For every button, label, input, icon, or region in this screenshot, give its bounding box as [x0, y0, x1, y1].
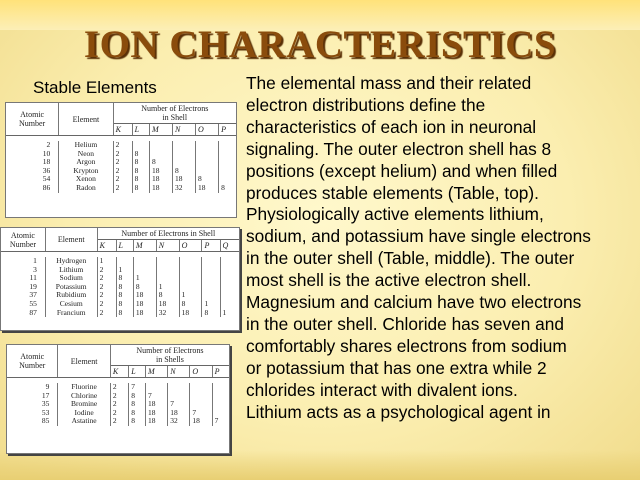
shell-header: L [129, 366, 146, 378]
electron-count-cell: 2 [110, 392, 128, 401]
atomic-number-cell: 53 [7, 409, 58, 418]
element-table [6, 103, 236, 193]
electron-count-cell [173, 141, 196, 150]
electron-count-cell [220, 283, 239, 292]
electron-count-cell [220, 266, 239, 275]
element-name-cell: Krypton [59, 167, 113, 176]
electron-count-cell: 8 [133, 283, 156, 292]
electron-count-cell [156, 266, 179, 275]
electron-count-cell [202, 274, 220, 283]
electron-count-cell: 1 [133, 274, 156, 283]
electron-count-cell [219, 158, 236, 167]
electron-count-cell [219, 141, 236, 150]
electron-count-cell: 1 [97, 257, 116, 266]
atomic-number-header [6, 103, 59, 136]
electron-count-cell: 18 [196, 184, 219, 193]
shell-header: N [168, 366, 190, 378]
element-name-cell: Sodium [45, 274, 97, 283]
electron-count-cell: 8 [221, 182, 225, 192]
electron-count-cell: 18 [146, 400, 168, 409]
electron-count-cell [202, 257, 220, 266]
shell-header: K [113, 124, 132, 136]
electron-count-cell [219, 167, 236, 176]
element-name-cell: Chlorine [58, 392, 110, 401]
electron-count-cell [196, 150, 219, 159]
element-name-cell: Francium [45, 309, 97, 318]
electron-count-cell: 8 [116, 300, 133, 309]
element-name-cell: Potassium [45, 283, 97, 292]
electron-count-cell: 2 [113, 167, 132, 176]
electron-count-cell [220, 257, 239, 266]
shell-header: O [179, 240, 202, 252]
atomic-number-cell: 3 [1, 266, 45, 275]
electron-count-cell: 1 [179, 291, 202, 300]
electron-count-cell: 8 [116, 283, 133, 292]
slide-title: ION CHARACTERISTICS [83, 23, 557, 66]
body-line: sodium, and potassium have single electrons [246, 226, 591, 247]
electron-count-cell: 2 [110, 400, 128, 409]
electron-count-cell: 8 [156, 291, 179, 300]
element-name-cell: Argon [59, 158, 113, 167]
atomic-number-cell: 19 [1, 283, 45, 292]
electron-count-cell: 2 [97, 274, 116, 283]
electron-count-cell: 8 [116, 309, 133, 318]
stable-elements-label: Stable Elements [33, 78, 157, 97]
shell-header: M [150, 124, 173, 136]
electron-count-cell [196, 158, 219, 167]
electron-count-cell: 8 [116, 291, 133, 300]
electron-count-cell [168, 383, 190, 392]
shell-header: P [212, 366, 229, 378]
electron-count-cell: 8 [132, 175, 149, 184]
element-name-cell: Rubidium [45, 291, 97, 300]
electron-count-cell: 8 [132, 158, 149, 167]
electron-count-cell [179, 274, 202, 283]
body-line: in the outer shell. Chloride has seven and [246, 313, 564, 334]
body-line: or potassium that has one extra while 2 [246, 357, 547, 378]
shell-header: P [219, 124, 236, 136]
electron-count-cell: 8 [179, 300, 202, 309]
electron-count-cell [219, 150, 236, 159]
body-line: chlorides interact with divalent ions. [246, 379, 518, 400]
atomic-number-header [1, 228, 45, 252]
alkali-metals-table [0, 227, 240, 331]
body-line: positions (except helium) and when filled [246, 160, 558, 181]
body-line: Lithium acts as a psychological agent in [246, 401, 551, 422]
stable-elements-table [5, 102, 237, 218]
electron-count-cell: 7 [168, 400, 190, 409]
electron-count-cell [156, 257, 179, 266]
electron-count-cell: 7 [129, 383, 146, 392]
electron-count-cell [150, 141, 173, 150]
body-line: Physiologically active elements lithium, [246, 204, 544, 225]
element-name-cell: Radon [59, 184, 113, 193]
header-text: Number [19, 361, 46, 370]
element-name-cell: Fluorine [58, 383, 110, 392]
electron-count-cell: 1 [222, 307, 227, 317]
electron-count-cell: 2 [97, 300, 116, 309]
electron-count-cell [179, 266, 202, 275]
table-row [1, 309, 239, 318]
electron-count-cell: 8 [132, 150, 149, 159]
element-name-cell: Hydrogen [45, 257, 97, 266]
electron-count-cell: 2 [113, 141, 132, 150]
header-text: Atomic [20, 110, 45, 119]
header-text: Number [19, 119, 46, 128]
atomic-number-cell: 36 [6, 167, 59, 176]
electron-count-cell: 18 [133, 300, 156, 309]
electron-count-cell: 32 [156, 309, 179, 318]
atomic-number-cell: 18 [6, 158, 59, 167]
electrons-header [113, 103, 236, 124]
shell-header: Q [220, 240, 239, 252]
shell-header: N [173, 124, 196, 136]
table-row [7, 383, 229, 392]
element-name-cell: Neon [59, 150, 113, 159]
electron-count-cell: 18 [146, 417, 168, 426]
atomic-number-cell: 55 [1, 300, 45, 309]
body-line: The elemental mass and their related [246, 73, 532, 93]
body-line: electron distributions define the [246, 94, 486, 115]
element-name-cell: Xenon [59, 175, 113, 184]
element-table [1, 228, 239, 317]
electron-count-cell: 18 [173, 175, 196, 184]
bottom-decorative-band [0, 450, 640, 480]
electron-count-cell: 8 [196, 175, 219, 184]
electron-count-cell [212, 392, 229, 401]
atomic-number-cell: 85 [7, 417, 58, 426]
table-row [6, 184, 236, 193]
table-row [6, 158, 236, 167]
header-text: Number [9, 239, 37, 249]
electron-count-cell [173, 150, 196, 159]
body-line: Magnesium and calcium have two electrons [246, 292, 582, 313]
halogens-table [6, 344, 230, 454]
electron-count-cell: 2 [113, 184, 132, 193]
electrons-header [97, 228, 239, 240]
electron-count-cell [190, 383, 212, 392]
element-table [7, 345, 229, 426]
electron-count-cell: 18 [150, 184, 173, 193]
atomic-number-cell: 87 [1, 309, 45, 318]
electron-count-cell: 32 [168, 417, 190, 426]
electron-count-cell: 8 [173, 167, 196, 176]
electron-count-cell: 2 [97, 309, 116, 318]
body-line: characteristics of each ion in neuronal [246, 116, 537, 137]
atomic-number-cell: 86 [6, 184, 59, 193]
atomic-number-cell: 54 [6, 175, 59, 184]
element-name-cell: Lithium [45, 266, 97, 275]
atomic-number-header [7, 345, 58, 378]
electron-count-cell: 2 [97, 283, 116, 292]
electron-count-cell [220, 291, 239, 300]
electron-count-cell: 18 [146, 409, 168, 418]
shell-header: P [202, 240, 220, 252]
electron-count-cell: 1 [156, 283, 179, 292]
electron-count-cell: 18 [190, 417, 212, 426]
electron-count-cell: 7 [190, 409, 212, 418]
electron-count-cell: 8 [116, 274, 133, 283]
shell-header: N [156, 240, 179, 252]
shell-header: L [116, 240, 133, 252]
electron-count-cell: 8 [129, 409, 146, 418]
electron-count-cell: 2 [113, 175, 132, 184]
header-text: Number of Electrons in Shell [121, 229, 216, 238]
shell-header: O [190, 366, 212, 378]
element-header: Element [58, 345, 110, 378]
header-text: Atomic [20, 352, 45, 361]
header-text: in Shell [162, 113, 188, 122]
atomic-number-cell: 17 [7, 392, 58, 401]
atomic-number-cell: 10 [6, 150, 59, 159]
electron-count-cell: 32 [173, 184, 196, 193]
atomic-number-cell: 2 [6, 141, 59, 150]
electron-count-cell: 8 [132, 167, 149, 176]
atomic-number-cell: 35 [7, 400, 58, 409]
electron-count-cell: 18 [156, 300, 179, 309]
electron-count-cell: 2 [110, 383, 128, 392]
shell-header: K [110, 366, 128, 378]
body-line: in the outer shell (Table, middle). The outer [246, 248, 575, 269]
element-name-cell: Iodine [58, 409, 110, 418]
body-line: most shell is the active electron shell. [246, 270, 532, 291]
atomic-number-cell: 37 [1, 291, 45, 300]
shell-header: L [132, 124, 149, 136]
table-row [7, 392, 229, 401]
shell-header: M [133, 240, 156, 252]
electron-count-cell [202, 283, 220, 292]
electron-count-cell: 18 [150, 175, 173, 184]
electron-count-cell: 8 [132, 184, 149, 193]
electron-count-cell: 2 [97, 266, 116, 275]
electron-count-cell: 8 [150, 158, 173, 167]
electron-count-cell: 2 [113, 158, 132, 167]
body-line: signaling. The outer electron shell has 8 [246, 138, 552, 159]
header-text: Number of Electrons [136, 346, 204, 355]
electron-count-cell [202, 266, 220, 275]
electron-count-cell [212, 400, 229, 409]
electron-count-cell: 2 [110, 409, 128, 418]
electron-count-cell: 8 [129, 417, 146, 426]
electron-count-cell: 18 [168, 409, 190, 418]
shell-header: K [97, 240, 116, 252]
electron-count-cell: 8 [129, 400, 146, 409]
element-name-cell: Bromine [58, 400, 110, 409]
table-row [6, 150, 236, 159]
electron-count-cell [212, 383, 229, 392]
table-row [6, 141, 236, 150]
electron-count-cell: 2 [97, 291, 116, 300]
electron-count-cell: 2 [110, 417, 128, 426]
electron-count-cell [179, 257, 202, 266]
electron-count-cell: 7 [146, 392, 168, 401]
shell-header: O [196, 124, 219, 136]
electron-count-cell: 2 [113, 150, 132, 159]
electron-count-cell: 1 [116, 266, 133, 275]
atomic-number-cell: 9 [7, 383, 58, 392]
electrons-header [110, 345, 229, 366]
header-text: in Shells [156, 355, 184, 364]
atomic-number-cell: 1 [1, 257, 45, 266]
element-header: Element [45, 228, 97, 252]
electron-count-cell [196, 141, 219, 150]
element-name-cell: Helium [59, 141, 113, 150]
element-header: Element [59, 103, 113, 136]
element-name-cell: Astatine [58, 417, 110, 426]
electron-count-cell: 8 [202, 309, 220, 318]
atomic-number-cell: 11 [1, 274, 45, 283]
electron-count-cell [133, 257, 156, 266]
electron-count-cell: 18 [179, 309, 202, 318]
header-text: Number of Electrons [141, 104, 209, 113]
element-name-cell: Cesium [45, 300, 97, 309]
shell-header: M [146, 366, 168, 378]
electron-count-cell: 7 [214, 416, 219, 426]
body-text [246, 73, 636, 424]
electron-count-cell: 8 [129, 392, 146, 401]
electron-count-cell [190, 392, 212, 401]
body-line: comfortably shares electrons from sodium [246, 335, 567, 356]
electron-count-cell [220, 274, 239, 283]
header-text: Atomic [10, 230, 35, 240]
electron-count-cell: 1 [202, 300, 220, 309]
electron-count-cell: 18 [133, 309, 156, 318]
body-line: produces stable elements (Table, top). [246, 182, 539, 203]
table-row [7, 417, 229, 426]
electron-count-cell: 18 [150, 167, 173, 176]
electron-count-cell: 18 [133, 291, 156, 300]
